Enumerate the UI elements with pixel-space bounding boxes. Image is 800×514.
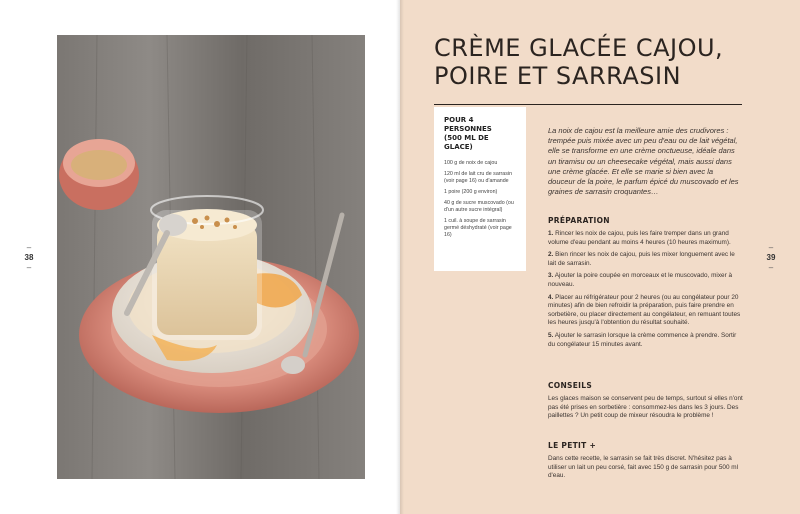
step-number: 5.	[548, 331, 554, 339]
conseils-section	[548, 381, 744, 421]
left-page-number-text: 38	[24, 253, 34, 262]
recipe-title	[434, 34, 754, 90]
preparation-step	[548, 294, 744, 328]
title-divider	[434, 104, 742, 105]
ingredients-title	[444, 116, 518, 152]
recipe-intro: La noix de cajou est la meilleure amie des crudivores : trempée puis mixée avec un peu d'eau ou de lait végétal, elle se transforme en une crème onctueuse, idéale dans un tiramisu ou un cheesecake végétal, mais aussi dans une crème glacée. Et elle se marie si bien avec la douceur de la poire, le parfum épicé du muscovado et les graines de sarrasin croquantes…	[548, 126, 739, 197]
ingredient-item: 1 poire (200 g environ)	[444, 189, 498, 195]
ingredients-title-line2: (500 ML DE GLACE)	[444, 134, 489, 151]
conseils-heading: CONSEILS	[548, 381, 593, 390]
step-text: Rincer les noix de cajou, puis les faire tremper dans un grand volume d'eau pendant au moins 4 heures (10 heures maximum).	[548, 230, 731, 246]
step-number: 4.	[548, 293, 554, 301]
step-text: Ajouter la poire coupée en morceaux et le muscovado, mixer à nouveau.	[548, 272, 733, 288]
preparation-step	[548, 230, 744, 247]
step-number: 2.	[548, 251, 554, 259]
step-number: 1.	[548, 230, 554, 237]
le-petit-plus-heading: LE PETIT +	[548, 441, 597, 450]
photo-illustration	[57, 35, 365, 479]
recipe-title-line1: CRÈME GLACÉE CAJOU,	[434, 34, 724, 62]
step-text: Bien rincer les noix de cajou, puis les mixer longuement avec le lait de sarrasin.	[548, 251, 735, 267]
preparation-step	[548, 272, 744, 289]
le-petit-plus-text: Dans cette recette, le sarrasin se fait très discret. N'hésitez pas à utiliser un lait un peu corsé, fait avec 150 g de sarrasin pour 500 ml d'eau.	[548, 455, 739, 480]
step-text: Placer au réfrigérateur pour 2 heures (ou au congélateur pour 20 minutes) afin de bien refroidir la préparation, puis faire prendre en sorbetière, ou placer directement au congélateur, en remuant toutes les heures jusqu'à l'obtention du résultat souhaité.	[548, 293, 741, 327]
preparation-heading: PRÉPARATION	[548, 216, 610, 225]
right-page-number: – 39 –	[766, 243, 776, 272]
preparation-step	[548, 251, 744, 268]
ingredient-item: 100 g de noix de cajou	[444, 160, 498, 166]
ingredient-item: 40 g de sucre muscovado (ou d'un autre sucre intégral)	[444, 200, 514, 213]
step-text: Ajouter le sarrasin lorsque la crème commence à prendre. Sortir du congélateur 15 minutes avant.	[548, 331, 737, 348]
preparation-step	[548, 332, 744, 349]
ingredient-item: 120 ml de lait cru de sarrasin (voir page 16) ou d'amande	[444, 171, 513, 184]
ingredients-title-line1: POUR 4 PERSONNES	[444, 116, 492, 133]
book-gutter	[396, 0, 404, 514]
step-number: 3.	[548, 272, 554, 280]
recipe-title-line2: POIRE ET SARRASIN	[434, 62, 682, 90]
ice-cream-glass-photo	[57, 35, 365, 479]
le-petit-plus-section	[548, 441, 744, 481]
conseils-text: Les glaces maison se conservent peu de temps, surtout si elles n'ont pas été prises en sorbetière : consommez-les dans les 3 jours. Des paillettes ? Un petit coup de mixeur résoudra le problème !	[548, 395, 743, 420]
right-page-number-text: 39	[766, 253, 776, 262]
ingredients-box	[434, 107, 526, 271]
left-page-number: – 38 –	[24, 243, 34, 272]
preparation-section	[548, 216, 744, 353]
ingredients-list	[444, 160, 518, 239]
ingredient-item: 1 cuil. à soupe de sarrasin germé déshydraté (voir page 16)	[444, 218, 512, 238]
